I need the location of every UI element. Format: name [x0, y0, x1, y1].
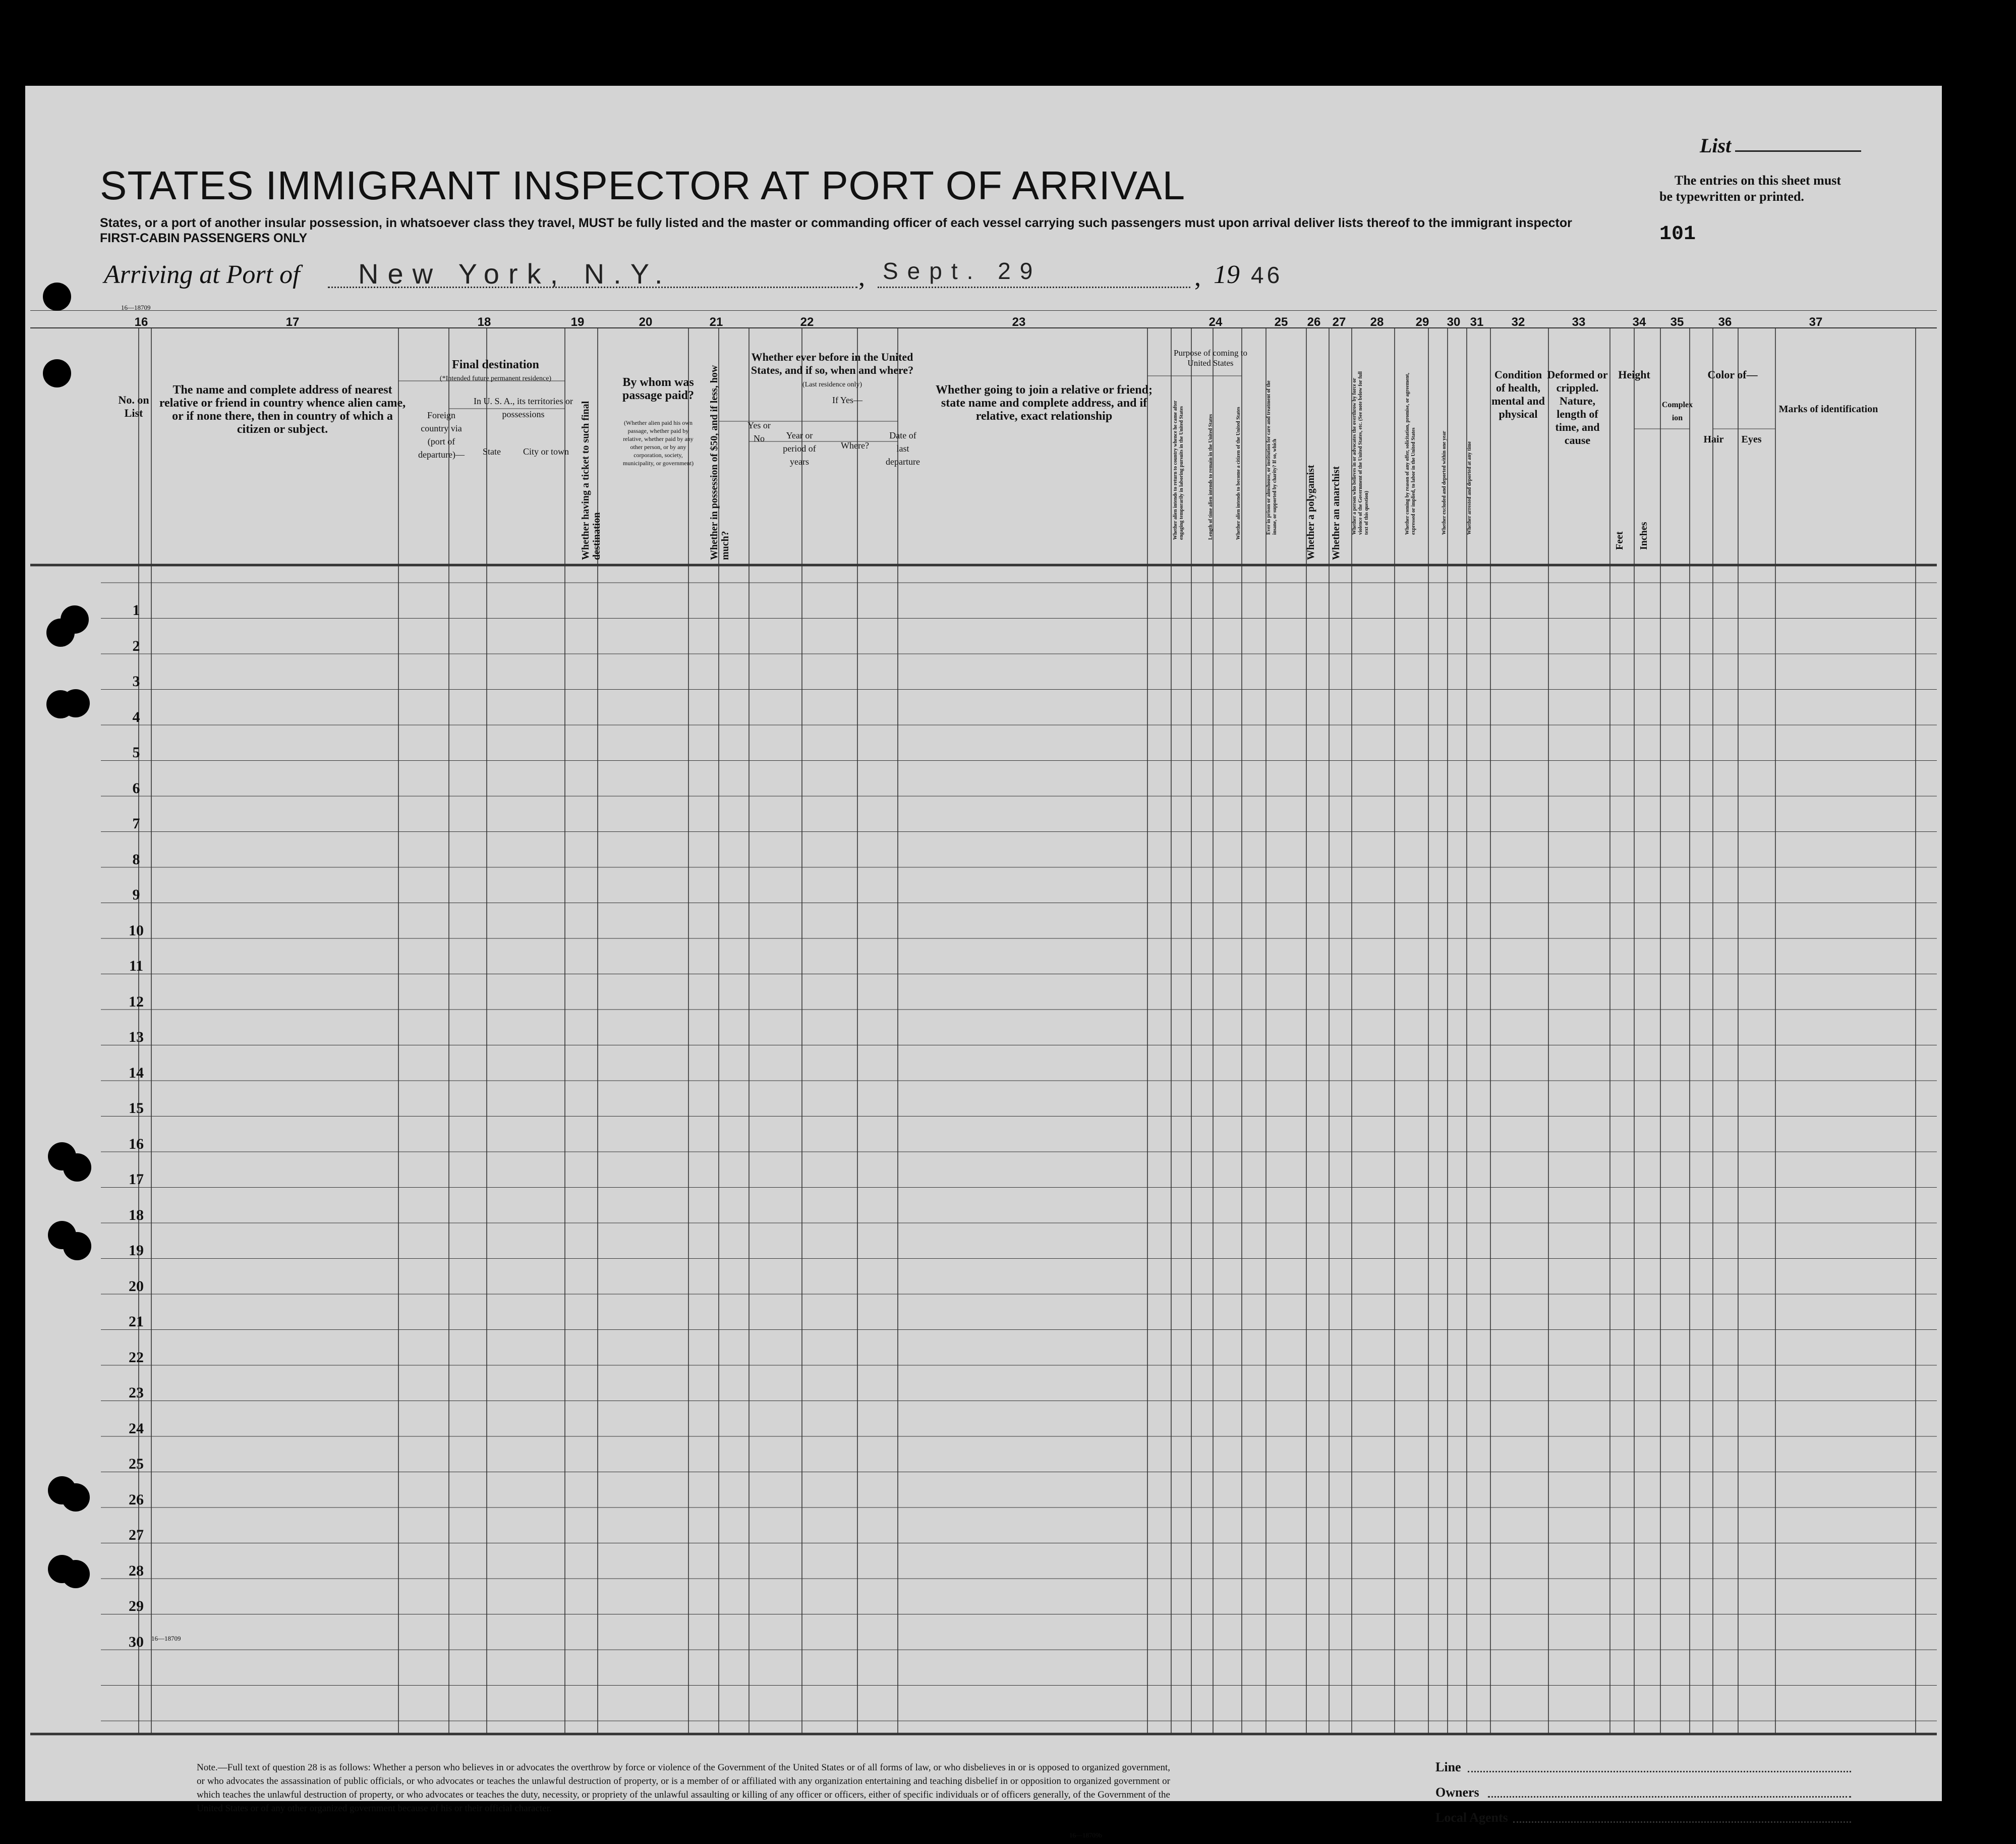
header-ever-before: Whether ever before in the United States, and if so, when and where? [751, 351, 914, 376]
row-number: 16 [129, 1135, 144, 1152]
row-number: 9 [132, 886, 140, 903]
entries-note-line-1: The entries on this sheet must [1675, 173, 1841, 188]
arriving-label: Arriving at Port of [104, 260, 300, 289]
row-number: 7 [132, 815, 140, 832]
header-where: Where? [841, 440, 869, 451]
header-eyes: Eyes [1741, 434, 1762, 445]
header-city: City or town [523, 446, 569, 457]
entries-note [1659, 173, 1841, 205]
row-number: 3 [132, 673, 140, 690]
header-if-yes: If Yes— [832, 395, 862, 405]
punch-hole [62, 1483, 90, 1512]
col-num-27: 27 [1332, 315, 1346, 329]
col-num-17: 17 [285, 315, 300, 329]
header-offer: Whether coming by reason of any offer, solicitation, promise, or agreement, expressed or implied, to labor in the United States [1405, 373, 1416, 535]
punch-hole [62, 1560, 90, 1588]
header-ticket: Whether having a ticket to such final destination [580, 401, 602, 560]
col-num-24: 24 [1208, 315, 1223, 329]
row-number: 23 [129, 1384, 144, 1401]
row-number: 27 [129, 1527, 144, 1543]
row-number: 11 [129, 958, 144, 974]
row-number: 12 [129, 993, 144, 1010]
row-number: 29 [129, 1598, 144, 1614]
col-num-36: 36 [1718, 315, 1732, 329]
header-no-on-list: No. on List [118, 394, 149, 419]
header-date-departure: Date of last departure [886, 430, 920, 467]
punch-hole [46, 619, 75, 647]
header-prison: Ever in prison or almshouse, or institution for care and treatment of the insane, or supported by charity? If so, which [1266, 380, 1278, 535]
owners-label: Owners [1435, 1785, 1479, 1800]
col-num-26: 26 [1307, 315, 1321, 329]
header-purpose: Purpose of coming to United States [1174, 348, 1247, 368]
row-number: 15 [129, 1100, 144, 1116]
header-hair: Hair [1703, 434, 1724, 445]
row-number: 25 [129, 1456, 144, 1472]
header-anarchist: Whether an anarchist [1331, 466, 1342, 560]
header-purpose-a: Whether alien intends to return to country whence he came after engaging temporarily in laboring pursuits in the United States [1173, 400, 1184, 540]
entries-note-line-2: be typewritten or printed. [1659, 189, 1804, 204]
col-num-22: 22 [800, 315, 814, 329]
form-code-note: 16—18709b [1069, 1831, 1102, 1839]
row-number: 26 [129, 1491, 144, 1508]
header-complexion: Complexion [1661, 401, 1693, 422]
row-number: 18 [129, 1206, 144, 1223]
punch-hole [43, 359, 71, 387]
header-fifty-dollars: Whether in possession of $50, and if less, how much? [709, 365, 731, 560]
list-label: List [1700, 134, 1732, 157]
header-purpose-c: Whether alien intends to become a citizen of the United States [1236, 407, 1241, 540]
year-handwritten: 46 [1251, 262, 1283, 288]
header-excluded: Whether excluded and deported within one year [1442, 431, 1447, 535]
header-foreign-country: Foreign country via (port of departure)— [418, 410, 465, 460]
header-nearest-relative: The name and complete address of nearest relative or friend in country whence alien came, or if none there, then in country of which a citizen or subject. [159, 383, 406, 436]
row-number: 13 [129, 1029, 144, 1045]
header-inches: Inches [1638, 522, 1649, 550]
header-year-period: Year or period of years [783, 430, 816, 467]
col-num-25: 25 [1274, 315, 1288, 329]
row-number: 21 [129, 1313, 144, 1330]
row-number: 17 [129, 1171, 144, 1188]
col-num-32: 32 [1511, 315, 1525, 329]
form-code-bottom: 16—18709 [151, 1635, 181, 1642]
header-final-destination-note: (*Intended future permanent residence) [439, 375, 552, 382]
comma-2: , [1194, 263, 1201, 292]
header-passage-paid: By whom was passage paid? [622, 376, 695, 402]
col-num-35: 35 [1670, 315, 1684, 329]
header-color: Color of— [1707, 368, 1758, 381]
col-num-16: 16 [134, 315, 148, 329]
header-yes-or-no: Yes or No [747, 420, 771, 443]
header-ever-before-note: (Last residence only) [802, 381, 862, 388]
header-state: State [483, 446, 501, 457]
col-num-23: 23 [1012, 315, 1026, 329]
col-num-29: 29 [1415, 315, 1429, 329]
col-num-37: 37 [1809, 315, 1823, 329]
header-purpose-b: Length of time alien intends to remain in the United States [1208, 414, 1214, 540]
header-feet: Feet [1614, 531, 1625, 550]
row-number: 6 [132, 779, 140, 797]
punch-hole [63, 1153, 91, 1182]
local-agents-field [1513, 1821, 1851, 1823]
owners-field [1488, 1796, 1851, 1798]
row-number: 30 [129, 1633, 144, 1650]
year-prefix: 19 [1214, 260, 1240, 289]
header-question-28: Whether a person who believes in or advocates the overthrow by force or violence of the Government of the United States, etc. (See note below for full text of this question) [1352, 371, 1369, 535]
form-subtitle: States, or a port of another insular possession, in whatsoever class they travel, MUST be fully listed and the master or commanding officer of each vessel carrying such passengers must upon arrival deliver lists thereof to the immigrant inspector [100, 216, 1572, 230]
local-agents-label: Local Agents [1435, 1810, 1508, 1825]
col-num-21: 21 [709, 315, 723, 329]
header-height: Height [1618, 368, 1650, 381]
row-number: 1 [132, 602, 140, 619]
col-num-19: 19 [570, 315, 585, 329]
line-label: Line [1435, 1760, 1461, 1774]
line-field [1468, 1771, 1851, 1772]
col-num-31: 31 [1470, 315, 1484, 329]
manifest-sheet [25, 86, 1942, 1839]
row-number: 19 [129, 1242, 144, 1259]
row-number: 5 [132, 744, 140, 761]
comma-1: , [858, 263, 865, 292]
class-line: FIRST-CABIN PASSENGERS ONLY [100, 231, 308, 245]
col-num-34: 34 [1632, 315, 1646, 329]
row-number: 4 [132, 708, 140, 725]
col-num-28: 28 [1370, 315, 1384, 329]
col-num-18: 18 [477, 315, 491, 329]
header-final-destination: Final destination [452, 358, 539, 371]
punch-hole [43, 283, 71, 311]
row-number: 22 [129, 1349, 144, 1366]
header-passage-paid-note: (Whether alien paid his own passage, whether paid by relative, whether paid by any other person, or by any corporation, society, municipality, or government) [622, 419, 694, 467]
row-number: 10 [129, 922, 144, 939]
row-number: 8 [132, 851, 140, 868]
header-in-usa: In U. S. A., its territories or possessions [474, 396, 573, 419]
header-arrested: Whether arrested and deported at any time [1467, 441, 1472, 535]
col-num-30: 30 [1447, 315, 1461, 329]
row-number: 24 [129, 1420, 144, 1437]
header-going-to-join: Whether going to join a relative or friend; state name and complete address, and if relative, exact relationship [936, 383, 1153, 423]
date-handwritten: Sept. 29 [883, 258, 1042, 284]
col-num-20: 20 [639, 315, 653, 329]
header-marks: Marks of identification [1778, 404, 1878, 415]
row-number: 2 [132, 637, 140, 654]
header-polygamist: Whether a polygamist [1305, 465, 1316, 560]
form-title: STATES IMMIGRANT INSPECTOR AT PORT OF ARRIVAL [100, 163, 1186, 208]
col-num-33: 33 [1572, 315, 1586, 329]
sheet-number: 101 [1659, 223, 1696, 246]
list-blank-line [1735, 150, 1861, 152]
date-line [878, 287, 1190, 288]
punch-hole [63, 1232, 91, 1260]
header-deformed: Deformed or crippled. Nature, length of time, and cause [1547, 368, 1608, 446]
punch-hole [62, 689, 90, 717]
row-number: 20 [129, 1277, 144, 1295]
form-code-top: 16—18709 [121, 304, 151, 311]
row-number: 28 [129, 1562, 144, 1579]
header-health: Condition of health, mental and physical [1491, 368, 1545, 420]
row-number: 14 [129, 1064, 144, 1081]
port-handwritten: New York, N.Y. [358, 258, 672, 290]
note-question-28: Note.—Full text of question 28 is as follows: Whether a person who believes in or advocates the overthrow by force or violence of the Government of the United States or of all forms of law, or who disbelieves in or is opposed to organized government, or who advocates the assassination of public officials, or who advocates or teaches the unlawful destruction of property, or is a member of or affiliated with any organization entertaining and teaching disbelief in or opposition to organized government or which teaches the unlawful destruction of property, or who advocates or teaches the duty, necessity, or propriety of the unlawful assaulting or killing of any officer or officers, either of specific individuals or of officers generally, of the Government of the United States or of any other organized government because of his or their official character. [197, 1762, 1170, 1814]
